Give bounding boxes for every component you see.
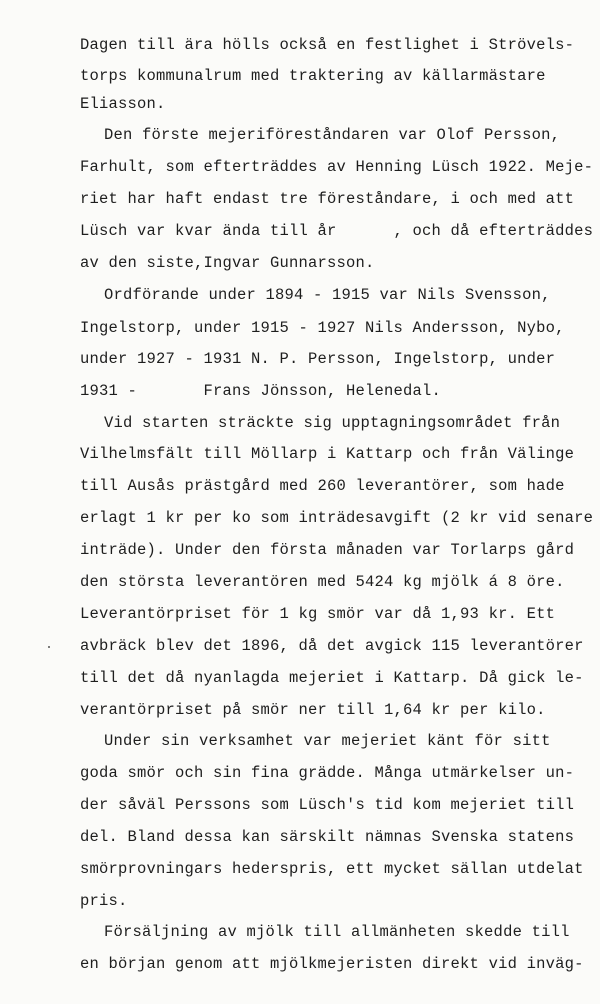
text-line: Dagen till ära hölls också en festlighet i Strövels-: [80, 36, 575, 54]
text-line: smörprovningars hederspris, ett mycket sällan utdelat: [80, 860, 584, 878]
text-line: Lüsch var kvar ända till år , och då efterträddes: [80, 222, 594, 240]
text-line: under 1927 - 1931 N. P. Persson, Ingelstorp, under: [80, 350, 556, 368]
text-line: Farhult, som efterträddes av Henning Lüsch 1922. Meje-: [80, 158, 594, 176]
margin-speck: [48, 646, 50, 648]
text-line: der såväl Perssons som Lüsch's tid kom mejeriet till: [80, 796, 575, 814]
text-line: Försäljning av mjölk till allmänheten skedde till: [104, 923, 570, 941]
text-line: till det då nyanlagda mejeriet i Kattarp. Då gick le-: [80, 669, 584, 687]
text-line: Vid starten sträckte sig upptagningsområdet från: [104, 414, 561, 432]
text-line: av den siste,Ingvar Gunnarsson.: [80, 254, 375, 272]
text-line: torps kommunalrum med traktering av källarmästare: [80, 67, 546, 85]
text-line: Ordförande under 1894 - 1915 var Nils Svensson,: [104, 286, 551, 304]
text-line: Vilhelmsfält till Möllarp i Kattarp och från Välinge: [80, 445, 575, 463]
text-line: pris.: [80, 892, 128, 910]
text-line: avbräck blev det 1896, då det avgick 115 leverantörer: [80, 637, 584, 655]
text-line: goda smör och sin fina grädde. Många utmärkelser un-: [80, 764, 575, 782]
text-line: en början genom att mjölkmejeristen direkt vid inväg-: [80, 955, 584, 973]
text-line: Under sin verksamhet var mejeriet känt för sitt: [104, 732, 551, 750]
text-line: Den förste mejeriföreståndaren var Olof Persson,: [104, 126, 561, 144]
text-line: erlagt 1 kr per ko som inträdesavgift (2 kr vid senare: [80, 509, 594, 527]
text-line: del. Bland dessa kan särskilt nämnas Svenska statens: [80, 828, 575, 846]
text-line: 1931 - Frans Jönsson, Helenedal.: [80, 382, 442, 400]
text-line: den största leverantören med 5424 kg mjölk á 8 öre.: [80, 573, 565, 591]
text-line: inträde). Under den första månaden var Torlarps gård: [80, 541, 575, 559]
text-line: verantörpriset på smör ner till 1,64 kr per kilo.: [80, 701, 546, 719]
text-line: Leverantörpriset för 1 kg smör var då 1,93 kr. Ett: [80, 605, 556, 623]
text-line: Eliasson.: [80, 95, 166, 113]
text-line: till Ausås prästgård med 260 leverantörer, som hade: [80, 477, 565, 495]
text-line: Ingelstorp, under 1915 - 1927 Nils Andersson, Nybo,: [80, 319, 565, 337]
text-line: riet har haft endast tre föreståndare, i och med att: [80, 190, 575, 208]
